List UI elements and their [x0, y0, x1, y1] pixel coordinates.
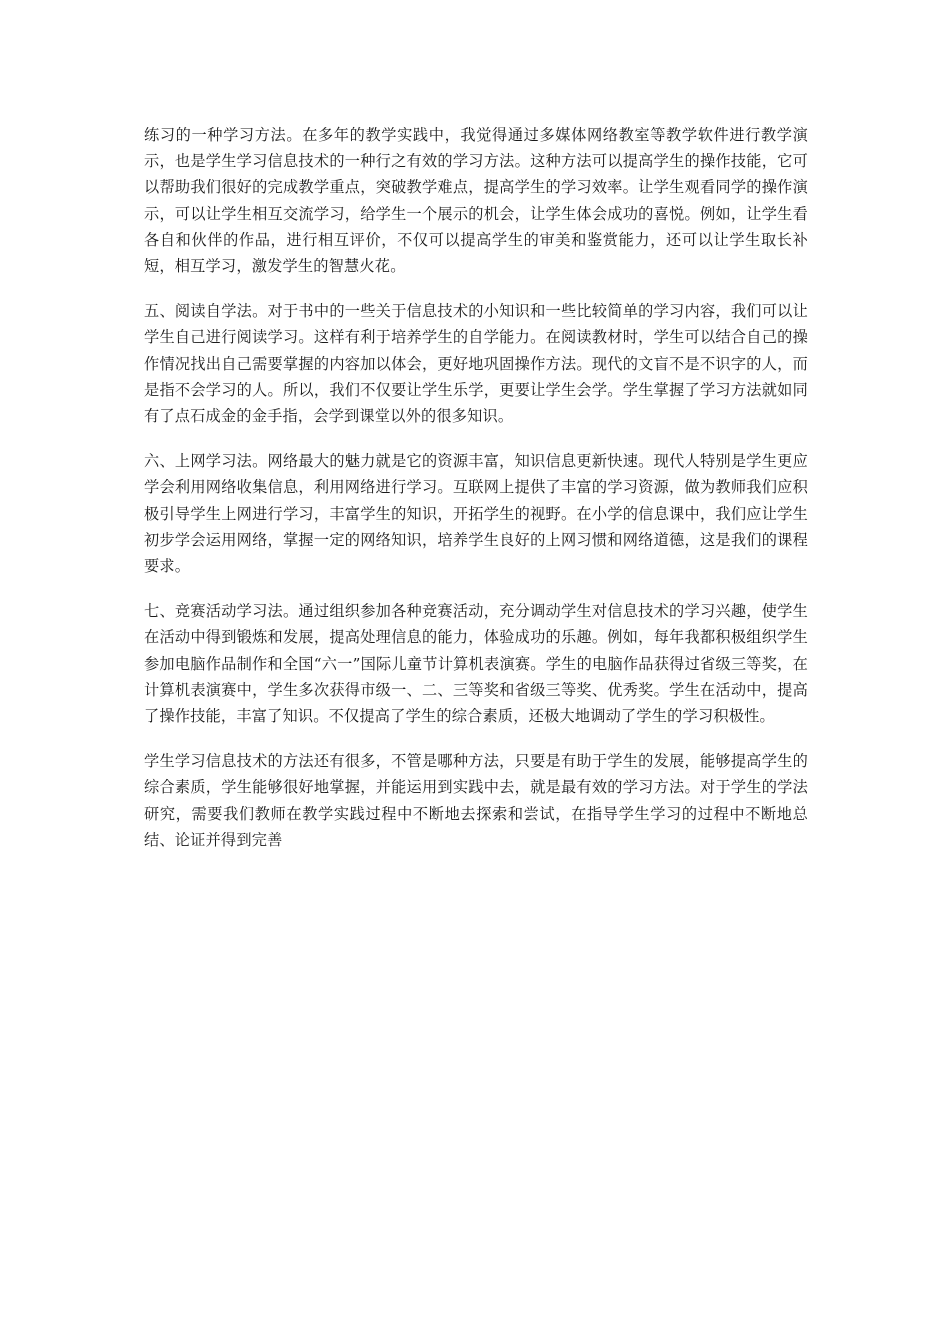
paragraph-online-learning: 六、上网学习法。网络最大的魅力就是它的资源丰富，知识信息更新快速。现代人特别是学生更应学会利用网络收集信息，利用网络进行学习。互联网上提供了丰富的学习资源，做为教师我们应积极引导学生上网进行学习，丰富学生的知识，开拓学生的视野。在小学的信息课中，我们应让学生初步学会运用网络，掌握一定的网络知识，培养学生良好的上网习惯和网络道德，这是我们的课程要求。	[144, 452, 808, 576]
paragraph-reading-self-study: 五、阅读自学法。对于书中的一些关于信息技术的小知识和一些比较简单的学习内容，我们可以让学生自己进行阅读学习。这样有利于培养学生的自学能力。在阅读教材时，学生可以结合自己的操作情况找出自己需要掌握的内容加以体会，更好地巩固操作方法。现代的文盲不是不识字的人，而是指不会学习的人。所以，我们不仅要让学生乐学，更要让学生会学。学生掌握了学习方法就如同有了点石成金的金手指，会学到课堂以外的很多知识。	[144, 302, 808, 426]
paragraph-competition-learning: 七、竞赛活动学习法。通过组织参加各种竞赛活动，充分调动学生对信息技术的学习兴趣，使学生在活动中得到锻炼和发展，提高处理信息的能力，体验成功的乐趣。例如，每年我都积极组织学生参加电脑作品制作和全国“六一”国际儿童节计算机表演赛。学生的电脑作品获得过省级三等奖，在计算机表演赛中，学生多次获得市级一、二、三等奖和省级三等奖、优秀奖。学生在活动中，提高了操作技能，丰富了知识。不仅提高了学生的综合素质，还极大地调动了学生的学习积极性。	[144, 602, 808, 726]
document-body	[144, 122, 808, 872]
paragraph-conclusion: 学生学习信息技术的方法还有很多，不管是哪种方法，只要是有助于学生的发展，能够提高学生的综合素质，学生能够很好地掌握，并能运用到实践中去，就是最有效的学习方法。对于学生的学法研究，需要我们教师在教学实践过程中不断地去探索和尝试，在指导学生学习的过程中不断地总结、论证并得到完善	[144, 752, 808, 849]
paragraph-demonstration-method: 练习的一种学习方法。在多年的教学实践中，我觉得通过多媒体网络教室等教学软件进行教学演示，也是学生学习信息技术的一种行之有效的学习方法。这种方法可以提高学生的操作技能，它可以帮助我们很好的完成教学重点，突破教学难点，提高学生的学习效率。让学生观看同学的操作演示，可以让学生相互交流学习，给学生一个展示的机会，让学生体会成功的喜悦。例如，让学生看各自和伙伴的作品，进行相互评价，不仅可以提高学生的审美和鉴赏能力，还可以让学生取长补短，相互学习，激发学生的智慧火花。	[144, 126, 808, 276]
